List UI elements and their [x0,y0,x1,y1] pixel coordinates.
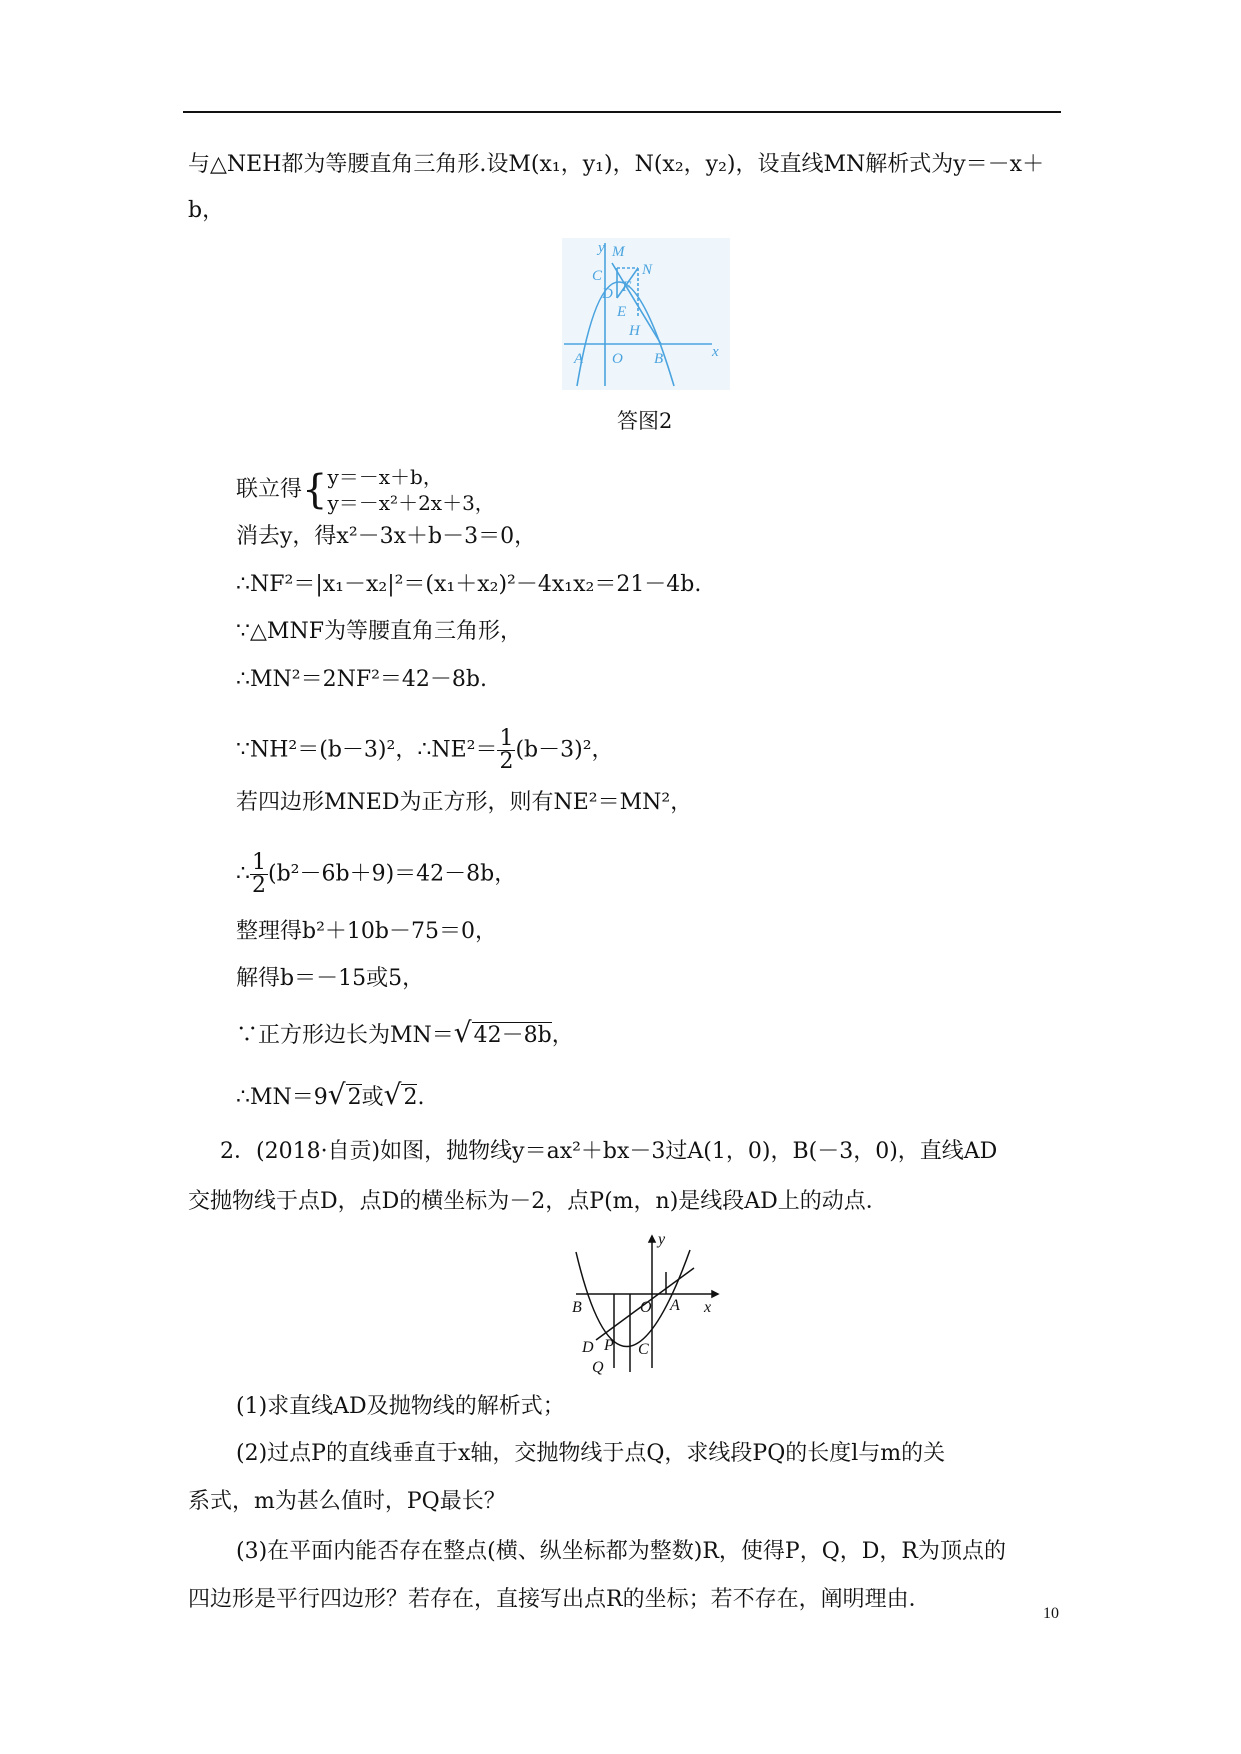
x-axis-arrow [712,1291,718,1297]
sqrt-sign: √ [327,1078,346,1111]
nh-text: ∵NH²＝(b－3)²，∴NE²＝ [236,737,498,763]
label-a: A [670,1297,680,1314]
label-y: y [658,1232,666,1248]
sqrt-sign: √ [453,1016,472,1049]
figure-answer-2 [562,238,730,390]
text-line: 解得b＝－15或5， [236,966,425,991]
system-eq-2: y＝－x²＋2x＋3， [327,491,495,515]
label-m: M [612,244,625,260]
equation-text: (b²－6b＋9)＝42－8b， [268,861,517,887]
fraction-half: $\frac{1}{2}$ [252,850,266,898]
text-line: 整理得b²＋10b－75＝0， [236,919,497,944]
label-x: x [712,344,719,360]
sqrt-content: 2 [403,1085,418,1110]
text-line: (3)在平面内能否存在整点(横、纵坐标都为整数)R，使得P，Q，D，R为顶点的 [236,1539,1006,1564]
text-line: 交抛物线于点D，点D的横坐标为－2，点P(m，n)是线段AD上的动点． [188,1189,888,1214]
sqrt-content: 2 [347,1085,362,1110]
text-line: ∴MN²＝2NF²＝42－8b. [236,667,487,692]
text-line: 与△NEH都为等腰直角三角形.设M(x₁，y₁)，N(x₂，y₂)，设直线MN解析式为y＝－x＋ [188,152,1045,177]
equation-system [327,464,494,516]
text-line [236,464,495,516]
label-f: F [622,279,632,295]
header-rule [183,111,1061,113]
label-e: E [617,304,627,320]
ne-text: (b－3)²， [515,737,614,763]
text-line: ∴MN＝9√2或√2. [236,1078,425,1111]
label-c: C [638,1341,649,1358]
label-c: C [592,268,603,284]
text-line: 消去y，得x²－3x＋b－3＝0， [236,524,537,549]
label-q: Q [592,1359,604,1376]
figure-caption: 答图2 [617,409,673,433]
label-n: N [642,262,653,278]
text-line: ∵△MNF为等腰直角三角形， [236,619,522,644]
label-d: D [602,286,613,302]
label-o: O [640,1299,652,1316]
text-line: 四边形是平行四边形？若存在，直接写出点R的坐标；若不存在，阐明理由． [188,1587,931,1612]
label-a: A [574,351,584,367]
y-axis-arrow [649,1236,655,1242]
text-line [236,728,614,773]
figure-background [562,238,730,390]
figure-problem-2 [566,1232,726,1380]
text-line: ∵正方形边长为MN＝√42－8b， [236,1016,574,1049]
text-line: ∴NF²＝|x₁－x₂|²＝(x₁＋x₂)²－4x₁x₂＝21－4b. [236,572,702,597]
label-b: B [572,1299,582,1316]
text-line: b， [188,198,225,223]
page-number: 10 [1043,1605,1059,1622]
label-d: D [582,1339,594,1356]
therefore-symbol: ∴ [236,861,250,887]
label-h: H [629,323,640,339]
system-label: 联立得 [236,477,303,502]
text-line: (1)求直线AD及抛物线的解析式； [236,1394,565,1419]
sqrt-sign: √ [383,1078,402,1111]
side-length-text: ∵正方形边长为MN＝ [236,1023,454,1048]
text-line [236,852,516,897]
label-p: P [604,1337,614,1354]
text-line: 系式，m为甚么值时，PQ最长？ [188,1489,506,1514]
text-line: 若四边形MNED为正方形，则有NE²＝MN²， [236,790,693,815]
system-eq-1: y＝－x＋b， [327,465,443,489]
fraction-half: $\frac{1}{2}$ [499,726,514,774]
sqrt-content: 42－8b [473,1023,552,1048]
label-b: B [654,351,664,367]
label-x: x [704,1299,712,1316]
text-line: 2．(2018·自贡)如图，抛物线y＝ax²＋bx－3过A(1，0)，B(－3，0)，直线AD [220,1139,998,1164]
text-line: (2)过点P的直线垂直于x轴，交抛物线于点Q，求线段PQ的长度l与m的关 [236,1441,946,1466]
label-o: O [612,351,623,367]
brace: { [302,467,328,513]
label-y: y [598,240,605,256]
mn-text: ∴MN＝9 [236,1085,328,1110]
